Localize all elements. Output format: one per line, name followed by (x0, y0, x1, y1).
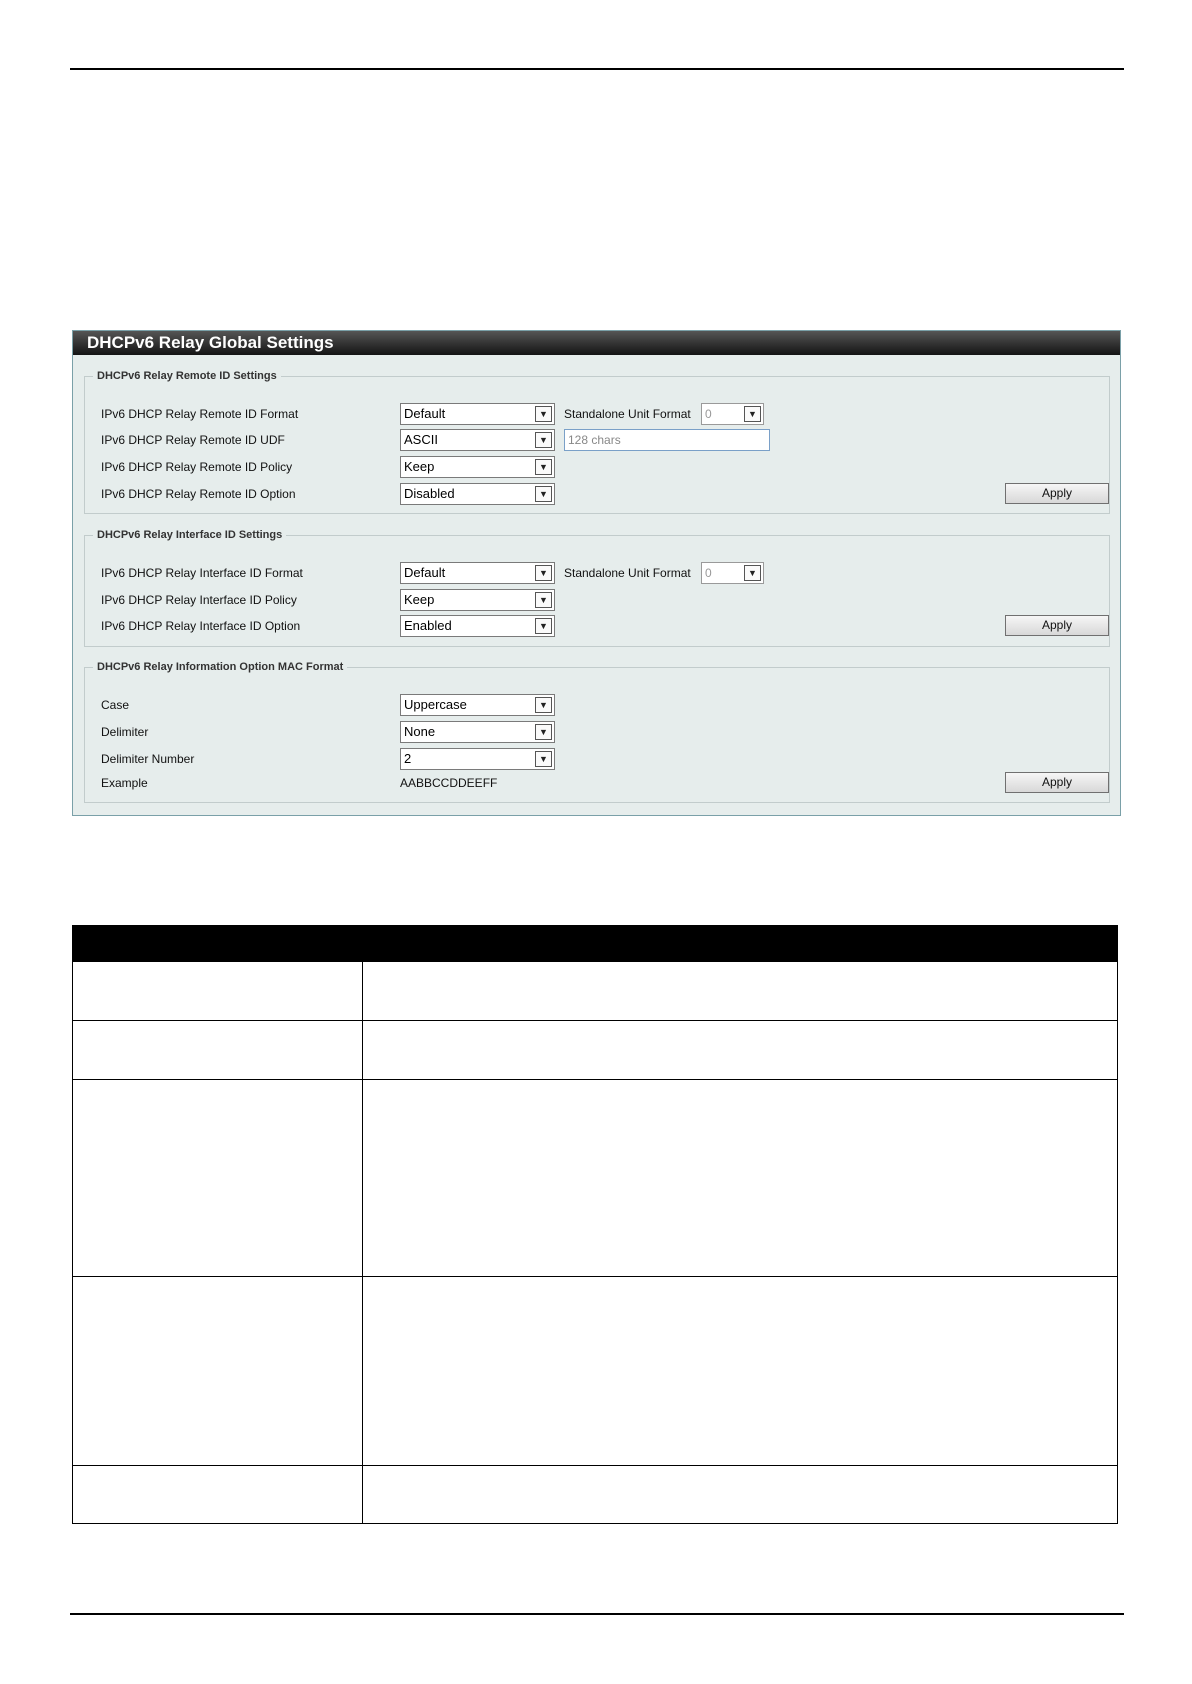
table-cell (363, 962, 1118, 1021)
table-row (73, 962, 1118, 1021)
interface-id-policy-select[interactable]: Keep ▼ (400, 589, 555, 611)
mac-format-legend: DHCPv6 Relay Information Option MAC Format (93, 659, 347, 675)
remote-id-policy-label: IPv6 DHCP Relay Remote ID Policy (101, 460, 293, 474)
interface-id-option-select[interactable]: Enabled ▼ (400, 615, 555, 637)
mac-format-group (84, 661, 1110, 803)
interface-standalone-unit-format-label: Standalone Unit Format (564, 566, 691, 580)
example-label: Example (101, 776, 148, 790)
case-row (101, 694, 1101, 716)
interface-id-policy-label: IPv6 DHCP Relay Interface ID Policy (101, 593, 297, 607)
delimiter-row (101, 721, 1101, 743)
interface-standalone-unit-format-select[interactable]: 0 ▼ (701, 562, 764, 584)
interface-id-format-label: IPv6 DHCP Relay Interface ID Format (101, 566, 303, 580)
chevron-down-icon: ▼ (744, 565, 761, 581)
parameter-description-table (72, 925, 1118, 1524)
dhcpv6-relay-global-settings-panel (72, 330, 1121, 816)
table-cell (73, 1277, 363, 1466)
table-cell (73, 1021, 363, 1080)
chevron-down-icon: ▼ (535, 486, 552, 502)
chevron-down-icon: ▼ (535, 432, 552, 448)
table-cell (363, 1466, 1118, 1524)
delimiter-number-select[interactable]: 2 ▼ (400, 748, 555, 770)
remote-id-option-row (101, 483, 1101, 505)
remote-id-format-select[interactable]: Default ▼ (400, 403, 555, 425)
remote-id-settings-group (84, 370, 1110, 514)
header-rule (70, 68, 1124, 70)
interface-id-format-select[interactable]: Default ▼ (400, 562, 555, 584)
table-cell (73, 962, 363, 1021)
remote-id-option-label: IPv6 DHCP Relay Remote ID Option (101, 487, 296, 501)
delimiter-number-label: Delimiter Number (101, 752, 195, 766)
remote-standalone-unit-format-label: Standalone Unit Format (564, 407, 691, 421)
remote-id-udf-input[interactable]: 128 chars (564, 429, 770, 451)
case-label: Case (101, 698, 130, 712)
table-cell (73, 1466, 363, 1524)
interface-id-option-row (101, 615, 1101, 637)
chevron-down-icon: ▼ (535, 592, 552, 608)
table-row (73, 1021, 1118, 1080)
footer-rule (70, 1613, 1124, 1615)
interface-id-settings-legend: DHCPv6 Relay Interface ID Settings (93, 527, 286, 543)
table-header-cell (363, 926, 1118, 962)
remote-apply-button[interactable]: Apply (1005, 483, 1109, 504)
table-cell (363, 1277, 1118, 1466)
table-cell (363, 1021, 1118, 1080)
remote-id-format-row (101, 403, 1101, 425)
chevron-down-icon: ▼ (535, 751, 552, 767)
chevron-down-icon: ▼ (535, 459, 552, 475)
table-row (73, 1277, 1118, 1466)
mac-apply-button[interactable]: Apply (1005, 772, 1109, 793)
remote-standalone-unit-format-select[interactable]: 0 ▼ (701, 403, 764, 425)
interface-id-option-label: IPv6 DHCP Relay Interface ID Option (101, 619, 301, 633)
example-row (101, 772, 1101, 794)
table-cell (363, 1080, 1118, 1277)
remote-id-udf-label: IPv6 DHCP Relay Remote ID UDF (101, 433, 285, 447)
interface-apply-button[interactable]: Apply (1005, 615, 1109, 636)
table-header-cell (73, 926, 363, 962)
remote-id-policy-row (101, 456, 1101, 478)
delimiter-label: Delimiter (101, 725, 149, 739)
remote-id-policy-select[interactable]: Keep ▼ (400, 456, 555, 478)
interface-id-settings-group (84, 529, 1110, 647)
remote-id-udf-row (101, 429, 1101, 451)
chevron-down-icon: ▼ (535, 697, 552, 713)
chevron-down-icon: ▼ (535, 724, 552, 740)
case-select[interactable]: Uppercase ▼ (400, 694, 555, 716)
interface-id-format-row (101, 562, 1101, 584)
table-row (73, 1466, 1118, 1524)
remote-id-format-label: IPv6 DHCP Relay Remote ID Format (101, 407, 299, 421)
table-header-row (73, 926, 1118, 962)
remote-id-settings-legend: DHCPv6 Relay Remote ID Settings (93, 368, 281, 384)
example-value: AABBCCDDEEFF (400, 776, 498, 790)
delimiter-number-row (101, 748, 1101, 770)
table-cell (73, 1080, 363, 1277)
chevron-down-icon: ▼ (535, 618, 552, 634)
remote-id-option-select[interactable]: Disabled ▼ (400, 483, 555, 505)
chevron-down-icon: ▼ (744, 406, 761, 422)
panel-title: DHCPv6 Relay Global Settings (73, 331, 1120, 355)
chevron-down-icon: ▼ (535, 565, 552, 581)
chevron-down-icon: ▼ (535, 406, 552, 422)
remote-id-udf-select[interactable]: ASCII ▼ (400, 429, 555, 451)
delimiter-select[interactable]: None ▼ (400, 721, 555, 743)
interface-id-policy-row (101, 589, 1101, 611)
table-row (73, 1080, 1118, 1277)
